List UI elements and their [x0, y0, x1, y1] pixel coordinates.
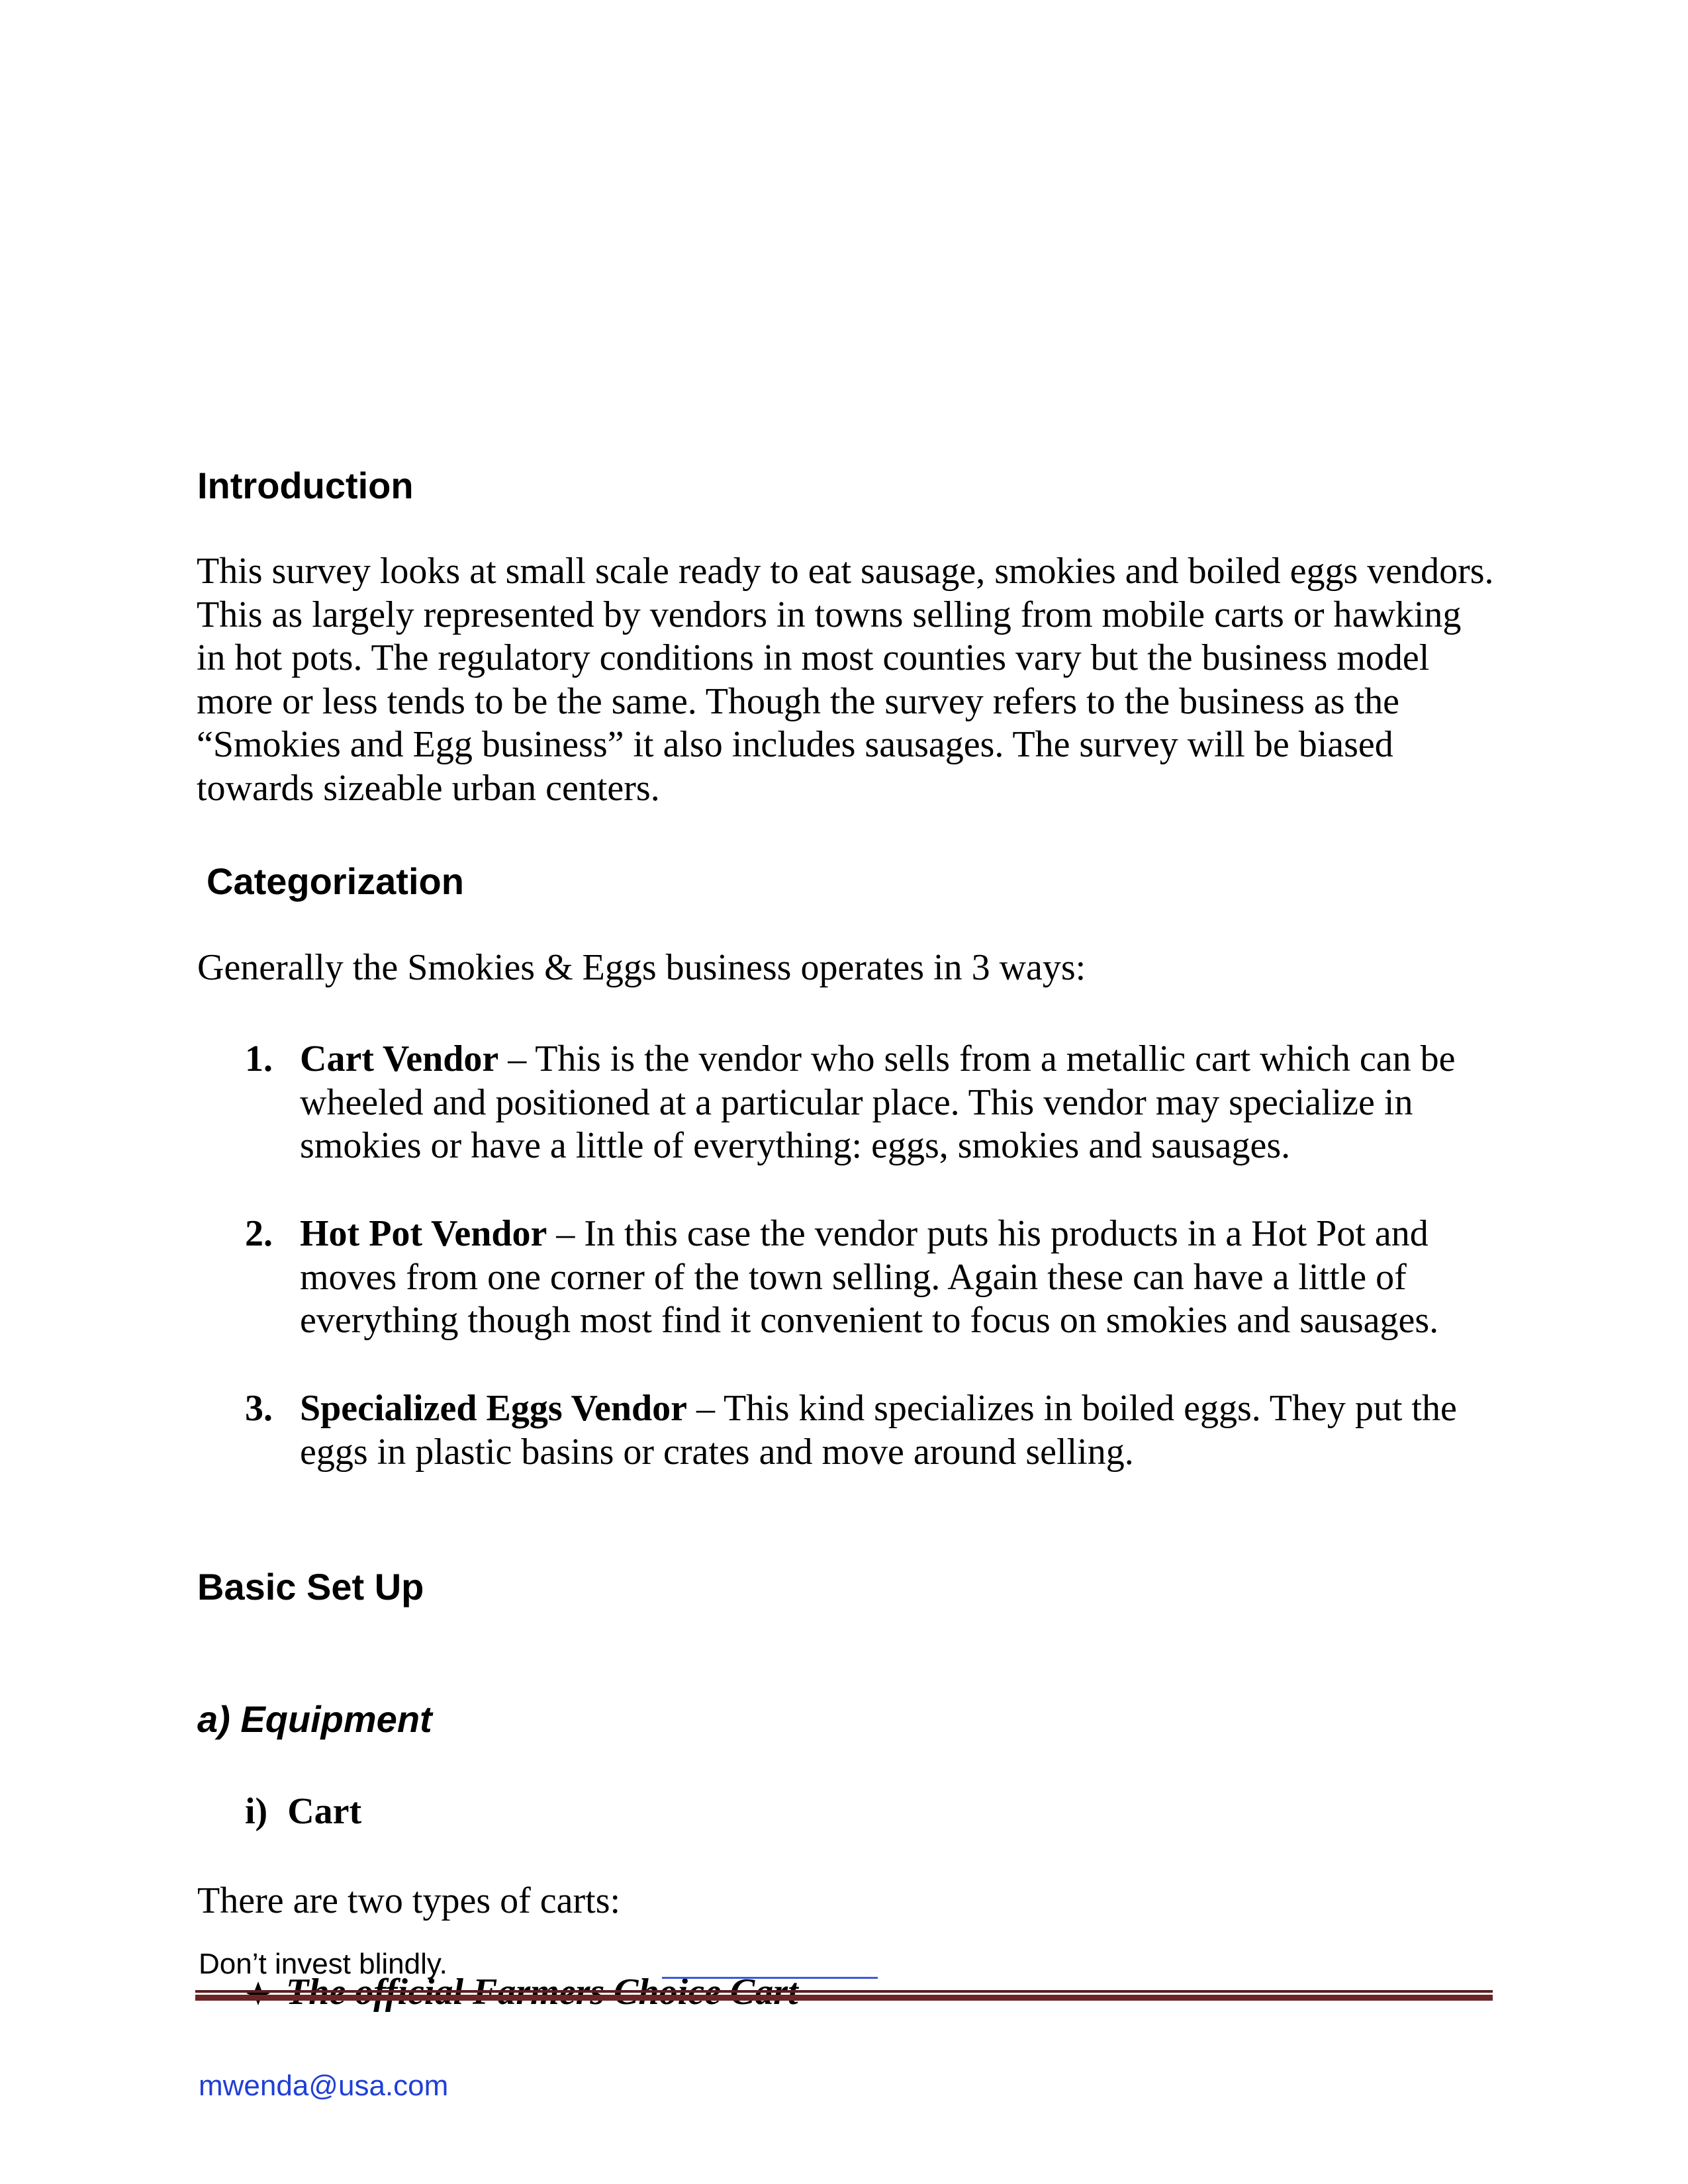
list-item-description: – In this case the vendor puts his products in a Hot Pot and moves from one corner of the town selling. Again these can have a little of everything though most find it convenient to focus on smokies and sausages. [300, 1213, 1439, 1341]
list-item-number: 2. [245, 1213, 273, 1254]
cart-subheading [245, 1790, 361, 1833]
cart-subheading-title: Cart [287, 1791, 362, 1832]
list-item-number: 1. [245, 1038, 273, 1079]
footer-divider-thin [195, 1990, 1493, 1993]
list-item-number: 3. [245, 1388, 273, 1429]
introduction-heading: Introduction [197, 465, 414, 506]
cart-subheading-number: i) [245, 1791, 268, 1832]
footer-divider-thick [195, 1995, 1493, 2001]
introduction-paragraph: This survey looks at small scale ready to eat sausage, smokies and boiled eggs vendors. This as largely represented by vendors in towns selling from mobile carts or hawking in hot pots. The regulatory conditions in most counties vary but the business model more or less tends to be the same. Though the survey refers to the business as the “Smokies and Egg business” it also includes sausages. The survey will be biased towards sizeable urban centers. [197, 551, 1494, 809]
list-item-text [300, 1387, 1524, 1474]
categorization-heading: Categorization [207, 860, 464, 902]
list-item-term: Hot Pot Vendor [300, 1213, 547, 1254]
equipment-heading: a) Equipment [197, 1698, 432, 1740]
list-item-description: – This kind specializes in boiled eggs. They put the eggs in plastic basins or crates and move around selling. [300, 1388, 1457, 1473]
categorization-lead: Generally the Smokies & Eggs business operates in 3 ways: [197, 947, 1086, 988]
footer-email-link[interactable]: mwenda@usa.com [199, 2070, 449, 2102]
footer-link-underline [662, 1977, 878, 1979]
list-item-text [300, 1038, 1524, 1168]
list-item-term: Cart Vendor [300, 1038, 499, 1079]
footer-tagline: Don’t invest blindly. [199, 1948, 447, 1980]
list-item-term: Specialized Eggs Vendor [300, 1388, 687, 1429]
basic-setup-heading: Basic Set Up [197, 1566, 424, 1608]
cart-types-intro: There are two types of carts: [197, 1880, 621, 1921]
list-item-text [300, 1212, 1524, 1343]
list-item-description: – This is the vendor who sells from a metallic cart which can be wheeled and positioned at a particular place. This vendor may specialize in smokies or have a little of everything: eggs, smokies and sausages. [300, 1038, 1456, 1166]
